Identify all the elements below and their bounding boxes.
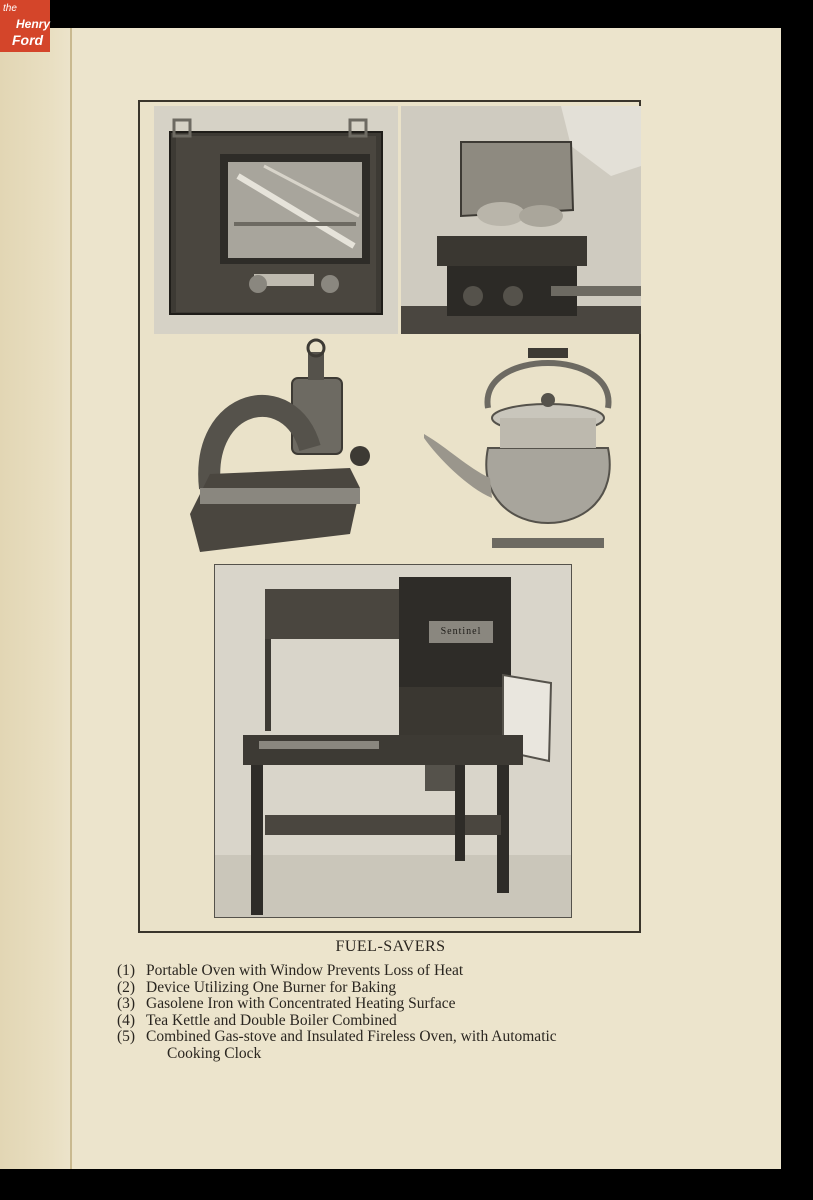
logo-the: the bbox=[3, 3, 17, 14]
photo-gas-stove bbox=[214, 564, 572, 918]
stove-brand-plate: Sentinel bbox=[440, 626, 482, 637]
logo-ford: Ford bbox=[12, 32, 44, 48]
caption-item bbox=[117, 1029, 677, 1046]
photo-plate bbox=[138, 100, 641, 933]
caption-item-number: (1) bbox=[117, 962, 136, 979]
caption-item-number: (4) bbox=[117, 1011, 136, 1029]
caption-item-text: Portable Oven with Window Prevents Loss of Heat bbox=[146, 962, 464, 979]
caption-item bbox=[117, 996, 677, 1013]
caption-item-number: (5) bbox=[117, 1028, 136, 1045]
page-gutter bbox=[0, 28, 74, 1169]
caption-item-continuation: Cooking Clock bbox=[167, 1044, 262, 1062]
caption-item-number: (3) bbox=[117, 995, 136, 1012]
logo-henry: Henry bbox=[16, 17, 51, 31]
caption-title: FUEL-SAVERS bbox=[335, 938, 446, 955]
gutter-fold-line bbox=[70, 28, 72, 1169]
caption-item-text: Gasolene Iron with Concentrated Heating Surface bbox=[146, 995, 456, 1012]
caption-item-text: Combined Gas-stove and Insulated Fireless Oven, with Automatic bbox=[146, 1028, 557, 1045]
caption-item-number: (2) bbox=[117, 978, 136, 996]
caption-item bbox=[117, 980, 677, 997]
caption-item bbox=[117, 1013, 677, 1030]
photo-gasolene-iron bbox=[180, 338, 380, 554]
caption-item bbox=[117, 963, 677, 980]
photo-baking-device bbox=[401, 106, 641, 334]
henry-ford-logo bbox=[0, 0, 50, 52]
photo-tea-kettle bbox=[418, 338, 632, 554]
caption-item-text: Device Utilizing One Burner for Baking bbox=[146, 978, 397, 996]
caption-list bbox=[117, 963, 677, 1062]
caption-item-text: Tea Kettle and Double Boiler Combined bbox=[146, 1011, 397, 1029]
photo-portable-oven bbox=[154, 106, 398, 334]
